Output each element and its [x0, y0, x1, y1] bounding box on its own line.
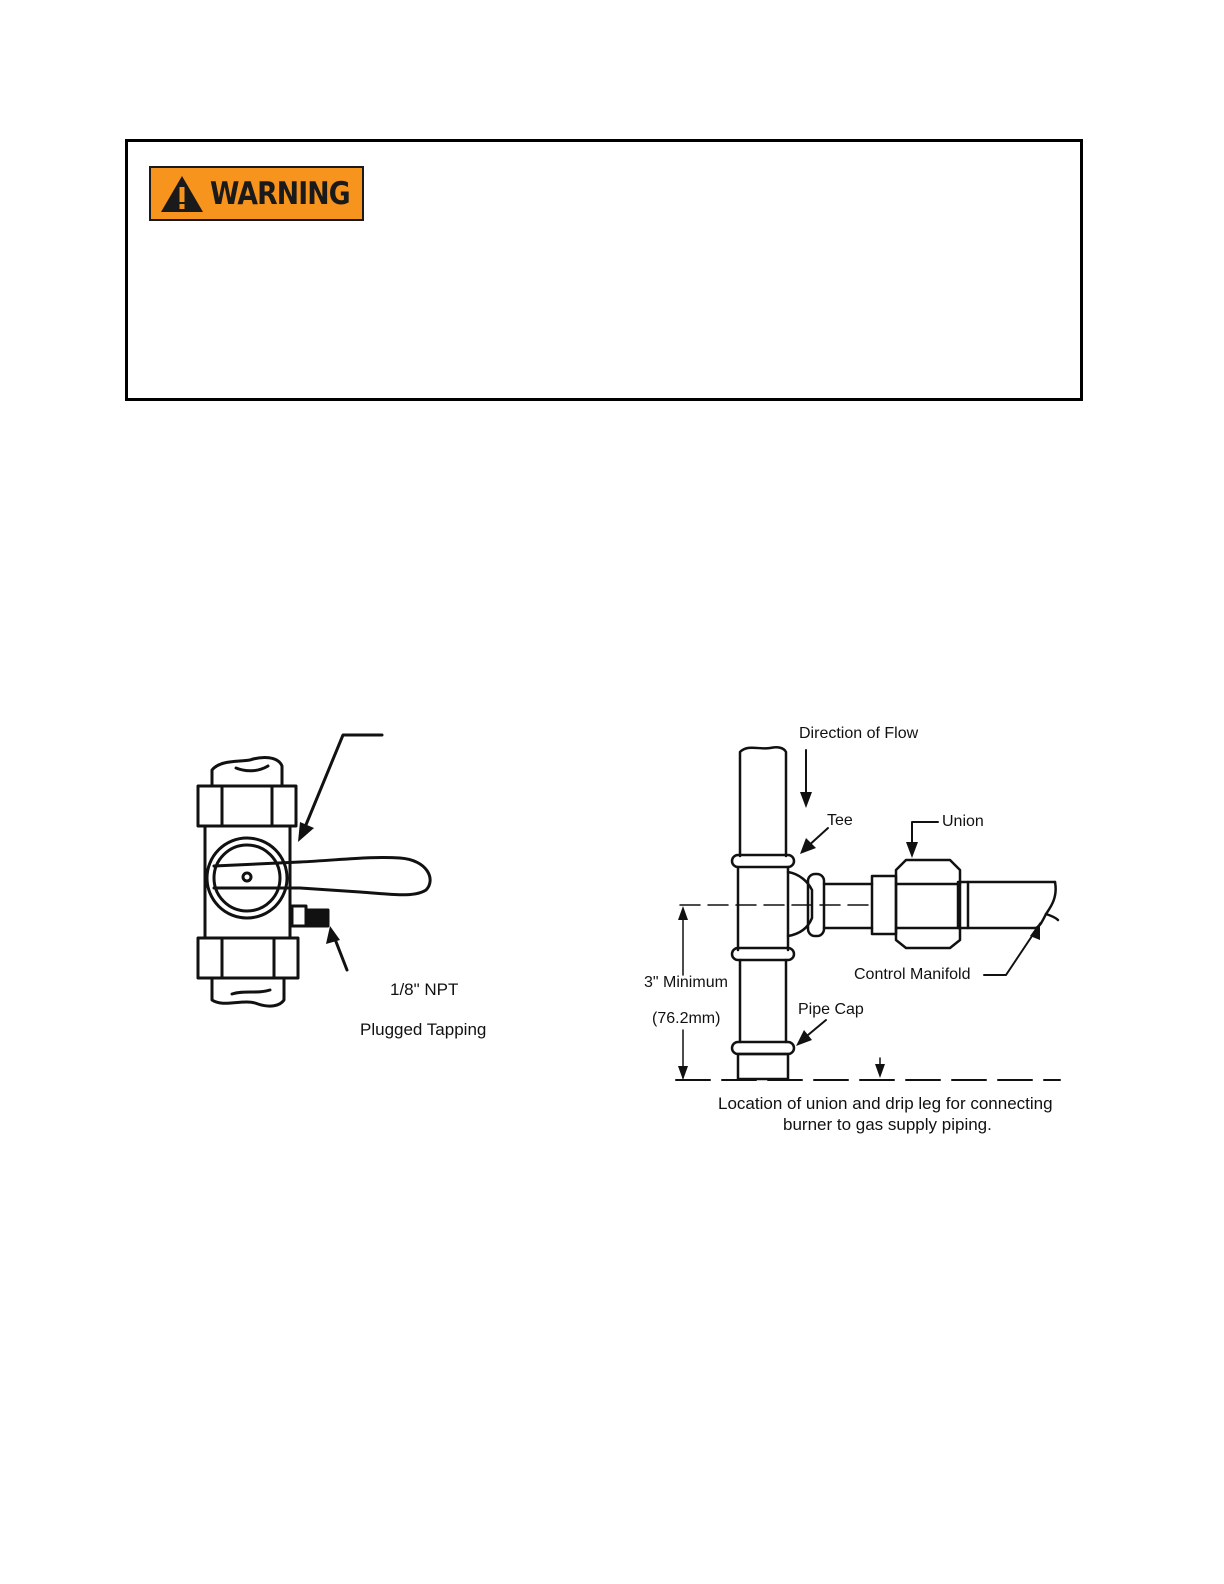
- caption-line-2: burner to gas supply piping.: [783, 1115, 992, 1134]
- pipe-cap-label: Pipe Cap: [798, 1001, 864, 1018]
- caption-line-1: Location of union and drip leg for connecting: [718, 1094, 1053, 1113]
- npt-label: 1/8" NPT: [390, 980, 459, 999]
- control-manifold-label: Control Manifold: [854, 966, 971, 983]
- warning-badge: [149, 166, 364, 221]
- tee-label: Tee: [827, 812, 853, 829]
- drip-leg-diagram: [640, 740, 1080, 1090]
- warning-label: WARNING: [210, 176, 350, 212]
- direction-of-flow-label: Direction of Flow: [799, 725, 919, 742]
- warning-box: [125, 139, 1083, 401]
- minimum-label: 3" Minimum: [644, 974, 728, 991]
- gas-cock-diagram: [180, 720, 520, 1050]
- warning-triangle-icon: [159, 174, 205, 214]
- union-label: Union: [942, 813, 984, 830]
- plugged-tapping-label: Plugged Tapping: [360, 1020, 487, 1039]
- mm-label: (76.2mm): [652, 1010, 721, 1027]
